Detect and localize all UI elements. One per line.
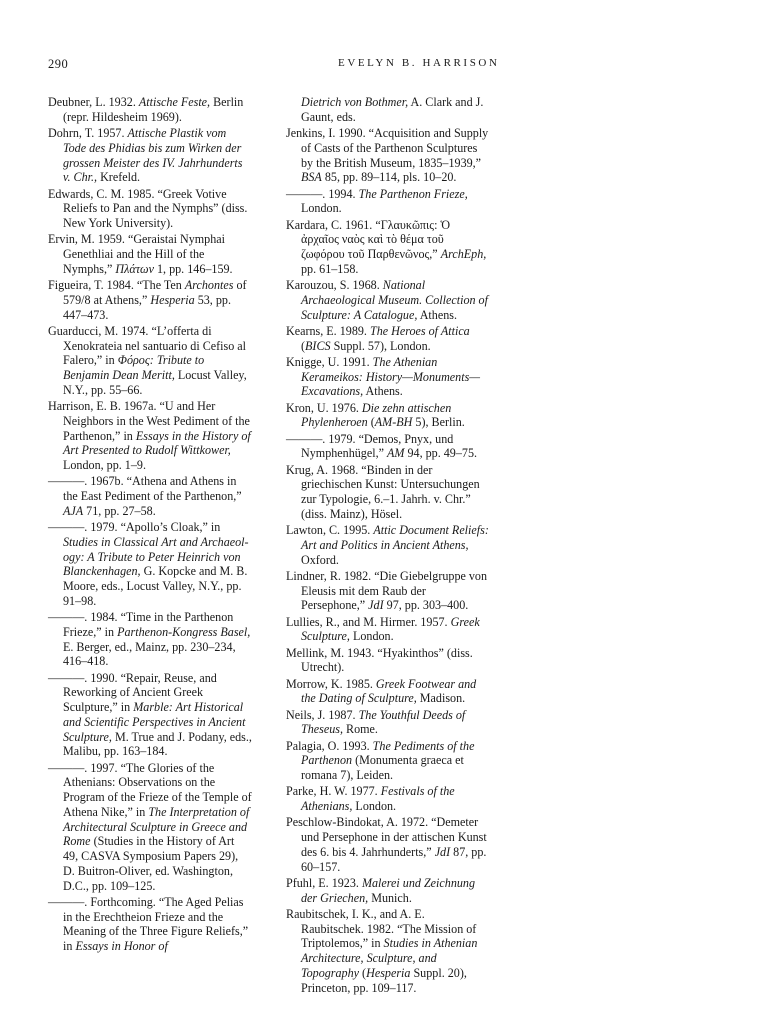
entry-text: Morrow, K. 1985. [286, 676, 376, 691]
bibliography-entry [286, 708, 490, 738]
entry-text: Kearns, E. 1989. [286, 323, 370, 338]
entry-text: Krug, A. 1968. “Binden in der griechischen Kunst: Untersuchungen zur Typologie, 6.–1. Jahrh. v. Chr.” (diss. Mainz), Hösel. [286, 462, 480, 521]
entry-italic-text: Marble: Art Historical and Scientific Perspectives in Ancient Sculpture, [63, 700, 246, 744]
entry-text: ———. Forthcoming. “The Aged Pelias in the Erechtheion Frieze and the Meaning of the Three Figure Reliefs,” in [48, 894, 249, 953]
entry-text: London. [349, 629, 394, 644]
entry-text: Locust Valley, N.Y., pp. 55–66. [63, 368, 247, 397]
entry-text: ———. 1997. “The Glories of the Athenians: Observations on the Program of the Frieze of the Temple of Athena Nike,” in [48, 760, 252, 819]
entry-italic-text: JdI [434, 844, 451, 859]
entry-text: E. Berger, ed., Mainz, pp. 230–234, 416–418. [63, 639, 236, 669]
bibliography-entry [48, 187, 252, 231]
bibliography-entry [48, 671, 252, 760]
entry-italic-text: The Athenian Kerameikos: History—Monuments—Excavations, [301, 354, 481, 399]
bibliography-entry [48, 761, 252, 894]
entry-text: Raubitschek, I. K., and A. E. Raubitschek. 1982. “The Mission of Triptolemos,” in [286, 906, 477, 951]
bibliography-entry [286, 646, 490, 676]
entry-italic-text: Dietrich von Bothmer, [301, 95, 409, 109]
bibliography-entry [286, 126, 490, 185]
bibliography-entry [286, 523, 490, 567]
entry-text: ( [359, 965, 367, 980]
entry-text: ———. 1990. “Repair, Reuse, and Reworking of Ancient Greek Sculpture,” in [48, 670, 217, 714]
entry-text: Mellink, M. 1943. “Hyakinthos” (diss. Utrecht). [286, 645, 473, 675]
bibliography-entry [286, 324, 490, 354]
bibliography-entry-continued [286, 95, 490, 125]
bibliography-entry [48, 278, 252, 322]
bibliography-entry [286, 218, 490, 277]
entry-text: G. Kopcke and M. B. Moore, eds., Locust Valley, N.Y., pp. 91–98. [63, 564, 248, 608]
bibliography-entry [48, 610, 252, 669]
entry-italic-text: Greek Footwear and the Dating of Sculpture, [301, 676, 477, 706]
bibliography-entry [286, 278, 490, 322]
entry-text: Rome. [343, 722, 378, 737]
entry-italic-text: Hesperia [150, 292, 195, 307]
running-head: EVELYN B. HARRISON [338, 57, 500, 69]
entry-italic-text: The Parthenon Frieze, [358, 186, 468, 201]
bibliography-entry [48, 474, 252, 518]
entry-text: ———. 1979. “Apollo’s Cloak,” in [48, 520, 221, 534]
entry-text: Madison. [416, 691, 466, 706]
bibliography-entry [286, 187, 490, 217]
entry-italic-text: Die zehn attischen Phylenheroen [301, 400, 452, 430]
entry-italic-text: JdI [368, 598, 384, 613]
entry-text: ———. 1984. “Time in the Parthenon Frieze,” in [48, 610, 234, 639]
entry-text: Berlin (repr. Hildesheim 1969). [63, 95, 244, 124]
entry-italic-text: BSA [301, 170, 322, 185]
entry-italic-text: Parthenon-Kongress Basel, [117, 624, 251, 639]
entry-text: Krefeld. [97, 170, 141, 185]
entry-italic-text: Malerei und Zeichnung der Griechen, [301, 875, 476, 905]
entry-text: Guarducci, M. 1974. “L’offerta di Xenokrateia nel santuario di Cefiso al Falero,” in [48, 323, 247, 368]
entry-text: pp. 61–158. [301, 261, 359, 276]
entry-text: Athens. [363, 384, 403, 399]
entry-text: ———. 1967b. “Athena and Athens in the East Pediment of the Parthenon,” [48, 474, 242, 503]
bibliography-entry [286, 355, 490, 399]
entry-text: ———. 1994. [286, 186, 359, 201]
entry-italic-text: National Archaeological Museum. Collection of Sculpture: A Catalogue, [301, 278, 488, 322]
bibliography-entry [286, 815, 490, 874]
entry-text: Athens. [417, 307, 457, 322]
bibliography-entry [48, 324, 252, 398]
entry-text: Edwards, C. M. 1985. “Greek Votive Reliefs to Pan and the Nymphs” (diss. New York University). [48, 186, 248, 230]
bibliography-entry [286, 463, 490, 522]
bibliography-entry [48, 520, 252, 609]
entry-italic-text: Greek Sculpture, [301, 614, 480, 644]
entry-text: Jenkins, I. 1990. “Acquisition and Supply of Casts of the Parthenon Sculptures by the British Museum, 1835–1939,” [286, 126, 489, 170]
bibliography-entry [48, 232, 252, 276]
entry-italic-text: Attische Plastik vom Tode des Phidias bis zum Wirken der grossen Meister des IV. Jahrhunderts v. Chr., [63, 126, 243, 185]
bibliography-entry [286, 876, 490, 906]
entry-text: (Studies in the History of Art 49, CASVA Symposium Papers 29), D. Buitron-Oliver, ed. Washington, D.C., pp. 109–125. [63, 834, 239, 893]
entry-italic-text: ArchEph, [440, 247, 487, 261]
entry-text: Kardara, C. 1961. “Γλαυκῶπις: Ὁ ἀρχαῖος ναὸς καὶ τὸ θέμα τοῦ ζωφόρου τοῦ Παρθενῶνος,” [286, 217, 451, 261]
entry-italic-text: The Pediments of the Parthenon [301, 738, 475, 768]
entry-text: ( [367, 415, 375, 430]
entry-italic-text: Hesperia [366, 965, 411, 980]
bibliography-entry [286, 401, 490, 431]
entry-italic-text: BICS [305, 338, 331, 353]
entry-text: Harrison, E. B. 1967a. “U and Her Neighbors in the West Pediment of the Parthenon,” in [48, 399, 250, 443]
entry-italic-text: The Youthful Deeds of Theseus, [301, 707, 466, 737]
entry-text: (Monumenta graeca et romana 7), Leiden. [301, 753, 464, 782]
entry-italic-text: The Interpretation of Architectural Sculpture in Greece and Rome [63, 804, 250, 849]
entry-italic-text: Attic Document Reliefs: Art and Politics in Ancient Athens, [301, 523, 489, 552]
entry-text: 85, pp. 89–114, pls. 10–20. [321, 170, 457, 185]
entry-text: Oxford. [301, 552, 339, 567]
entry-text: Dohrn, T. 1957. [48, 126, 128, 140]
bibliography-entry [286, 739, 490, 783]
entry-text: Figueira, T. 1984. “The Ten [48, 278, 185, 292]
bibliography-entry [286, 569, 490, 613]
entry-text: Deubner, L. 1932. [48, 95, 139, 109]
bibliography-entry [48, 95, 252, 125]
entry-text: Pfuhl, E. 1923. [286, 875, 362, 890]
entry-text: Lullies, R., and M. Hirmer. 1957. [286, 614, 451, 629]
entry-text: 94, pp. 49–75. [404, 446, 478, 461]
entry-text: Parke, H. W. 1977. [286, 784, 381, 799]
entry-text: Lawton, C. 1995. [286, 523, 374, 537]
entry-italic-text: Archontes [184, 278, 234, 292]
entry-text: Karouzou, S. 1968. [286, 278, 383, 292]
entry-text: Palagia, O. 1993. [286, 738, 373, 753]
entry-italic-text: AM-BH [374, 415, 413, 430]
entry-italic-text: AM [386, 446, 405, 461]
entry-text: Knigge, U. 1991. [286, 354, 373, 369]
entry-text: 53, pp. 447–473. [63, 292, 231, 322]
entry-text: Lindner, R. 1982. “Die Giebelgruppe von Eleusis mit dem Raub der Persephone,” [286, 568, 488, 613]
entry-text: 87, pp. 60–157. [301, 844, 487, 874]
entry-text: of 579/8 at Athens,” [63, 278, 247, 307]
entry-italic-text: Πλάτων [115, 261, 154, 276]
entry-text: Munich. [368, 890, 412, 905]
entry-text: London. [352, 799, 397, 813]
entry-text: Suppl. 57), London. [330, 338, 431, 353]
bibliography-entry [286, 784, 490, 814]
entry-text: ( [301, 338, 306, 353]
entry-italic-text: Studies in Classical Art and Archaeology: A Tribute to Peter Heinrich von Blanckenhagen, [63, 534, 249, 579]
entry-text: M. True and J. Podany, eds., Malibu, pp. 163–184. [63, 729, 252, 759]
entry-text: A. Clark and J. Gaunt, eds. [301, 95, 484, 124]
entry-italic-text: Φόρος: Tribute to Benjamin Dean Meritt, [63, 353, 205, 382]
entry-text: London, pp. 1–9. [63, 458, 146, 472]
entry-text: Suppl. 20), Princeton, pp. 109–117. [301, 965, 467, 995]
entry-italic-text: Festivals of the Athenians, [301, 784, 455, 813]
bibliography-entry [286, 907, 490, 996]
entry-text: Neils, J. 1987. [286, 707, 359, 722]
bibliography-entry [48, 895, 252, 954]
entry-text: 71, pp. 27–58. [83, 503, 156, 518]
bibliography-column-left [48, 95, 252, 955]
entry-text: ———. 1979. “Demos, Pnyx, und Nymphenhügel,” [286, 431, 454, 461]
entry-text: Peschlow-Bindokat, A. 1972. “Demeter und Persephone in der attischen Kunst des 6. bis 4. Jahrhunderts,” [286, 815, 487, 859]
bibliography-entry [48, 126, 252, 185]
entry-italic-text: AJA [63, 503, 84, 518]
entry-italic-text: The Heroes of Attica [369, 323, 470, 338]
bibliography-entry [286, 677, 490, 707]
entry-italic-text: Essays in the History of Art Presented to Rudolf Wittkower, [63, 428, 251, 458]
bibliography-entry [48, 399, 252, 473]
entry-italic-text: Attische Feste, [138, 95, 211, 109]
entry-text: Kron, U. 1976. [286, 400, 362, 415]
entry-text: London. [301, 201, 342, 216]
page-number: 290 [48, 57, 69, 71]
entry-italic-text: Studies in Athenian Architecture, Sculpture, and Topography [301, 936, 478, 980]
entry-text: 5), Berlin. [412, 415, 465, 430]
bibliography-entry [286, 615, 490, 645]
bibliography-entry [286, 432, 490, 462]
entry-text: 97, pp. 303–400. [383, 598, 469, 613]
entry-text: 1, pp. 146–159. [153, 261, 233, 276]
bibliography-column-right [286, 95, 490, 997]
entry-text: Ervin, M. 1959. “Geraistai Nymphai Genethliai and the Hill of the Nymphs,” [48, 232, 226, 276]
entry-italic-text: Essays in Honor of [75, 939, 168, 953]
